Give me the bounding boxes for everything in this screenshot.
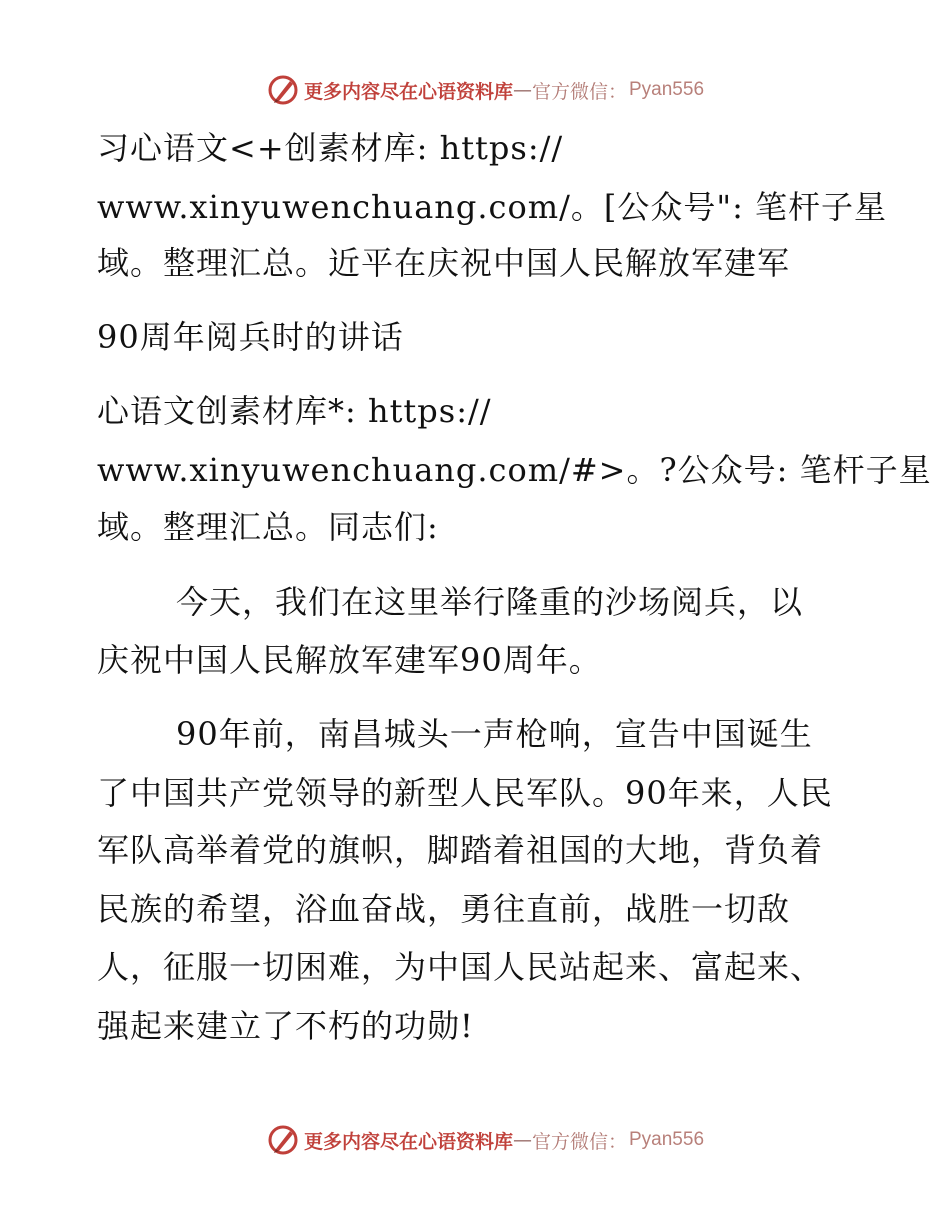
pen-logo-icon <box>266 1123 300 1157</box>
paragraph-2-line-3: 军队高举着党的旗帜，脚踏着祖国的大地，背负着 <box>97 831 824 869</box>
watermark-brand: 更多内容尽在心语资料库 <box>303 80 513 103</box>
paragraph-2-line-5: 人，征服一切困难，为中国人民站起来、富起来、 <box>97 948 824 986</box>
pen-logo-icon <box>266 73 300 107</box>
watermark-wechat-label: 官方微信： <box>531 80 627 103</box>
text-line-7: 域。整理汇总。同志们: <box>97 508 439 546</box>
watermark-wechat-label: 官方微信： <box>531 1130 627 1153</box>
watermark-group <box>266 1123 704 1157</box>
text-line-2: www.xinyuwenchuang.com/。[公众号": 笔杆子星 <box>97 188 888 226</box>
paragraph-1-line-1: 今天，我们在这里举行隆重的沙场阅兵，以 <box>176 583 804 621</box>
paragraph-2-line-4: 民族的希望，浴血奋战，勇往直前，战胜一切敌 <box>97 890 791 928</box>
watermark-brand: 更多内容尽在心语资料库 <box>303 1130 513 1153</box>
watermark-wechat-id: Pyan556 <box>629 79 705 100</box>
heading-line: 90周年阅兵时的讲话 <box>97 318 404 356</box>
text-line-5: 心语文创素材库*: https:// <box>97 392 492 430</box>
text-line-3: 域。整理汇总。近平在庆祝中国人民解放军建军 <box>97 244 791 282</box>
paragraph-2-line-6: 强起来建立了不朽的功勋! <box>97 1007 474 1045</box>
text-line-1: 习心语文<+创素材库: https:// <box>97 129 564 167</box>
header-watermark <box>0 70 950 110</box>
text-line-6: www.xinyuwenchuang.com/#>。?公众号: 笔杆子星 <box>97 451 932 489</box>
footer-watermark <box>0 1120 950 1160</box>
watermark-wechat-id: Pyan556 <box>629 1129 705 1150</box>
paragraph-1-line-2: 庆祝中国人民解放军建军90周年。 <box>97 641 602 679</box>
watermark-group <box>266 73 704 107</box>
paragraph-2-line-1: 90年前，南昌城头一声枪响，宣告中国诞生 <box>176 715 813 753</box>
paragraph-2-line-2: 了中国共产党领导的新型人民军队。90年来，人民 <box>97 774 833 812</box>
watermark-dash: — <box>512 79 532 101</box>
watermark-dash: — <box>512 1129 532 1151</box>
